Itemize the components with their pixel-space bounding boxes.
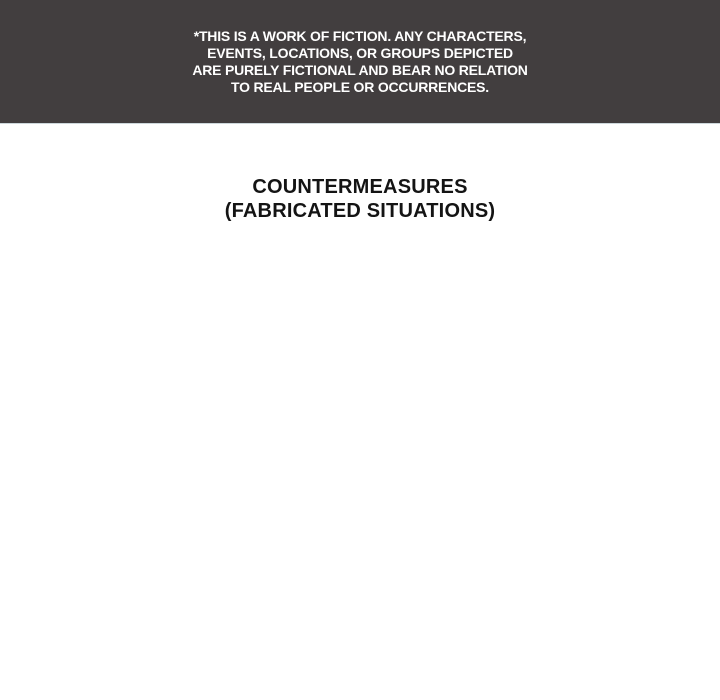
episode-title-line-2: (FABRICATED SITUATIONS) xyxy=(224,200,496,222)
episode-title xyxy=(0,175,720,223)
disclaimer-line-2: EVENTS, LOCATIONS, OR GROUPS DEPICTED xyxy=(207,44,513,61)
disclaimer-line-4: TO REAL PEOPLE OR OCCURRENCES. xyxy=(231,78,489,95)
blank-panel-area xyxy=(0,230,720,700)
episode-title-line-1: COUNTERMEASURES xyxy=(252,176,468,198)
disclaimer-line-1: *THIS IS A WORK OF FICTION. ANY CHARACTERS, xyxy=(193,27,527,44)
disclaimer-line-3: ARE PURELY FICTIONAL AND BEAR NO RELATION xyxy=(192,61,528,78)
disclaimer-banner xyxy=(0,0,720,124)
